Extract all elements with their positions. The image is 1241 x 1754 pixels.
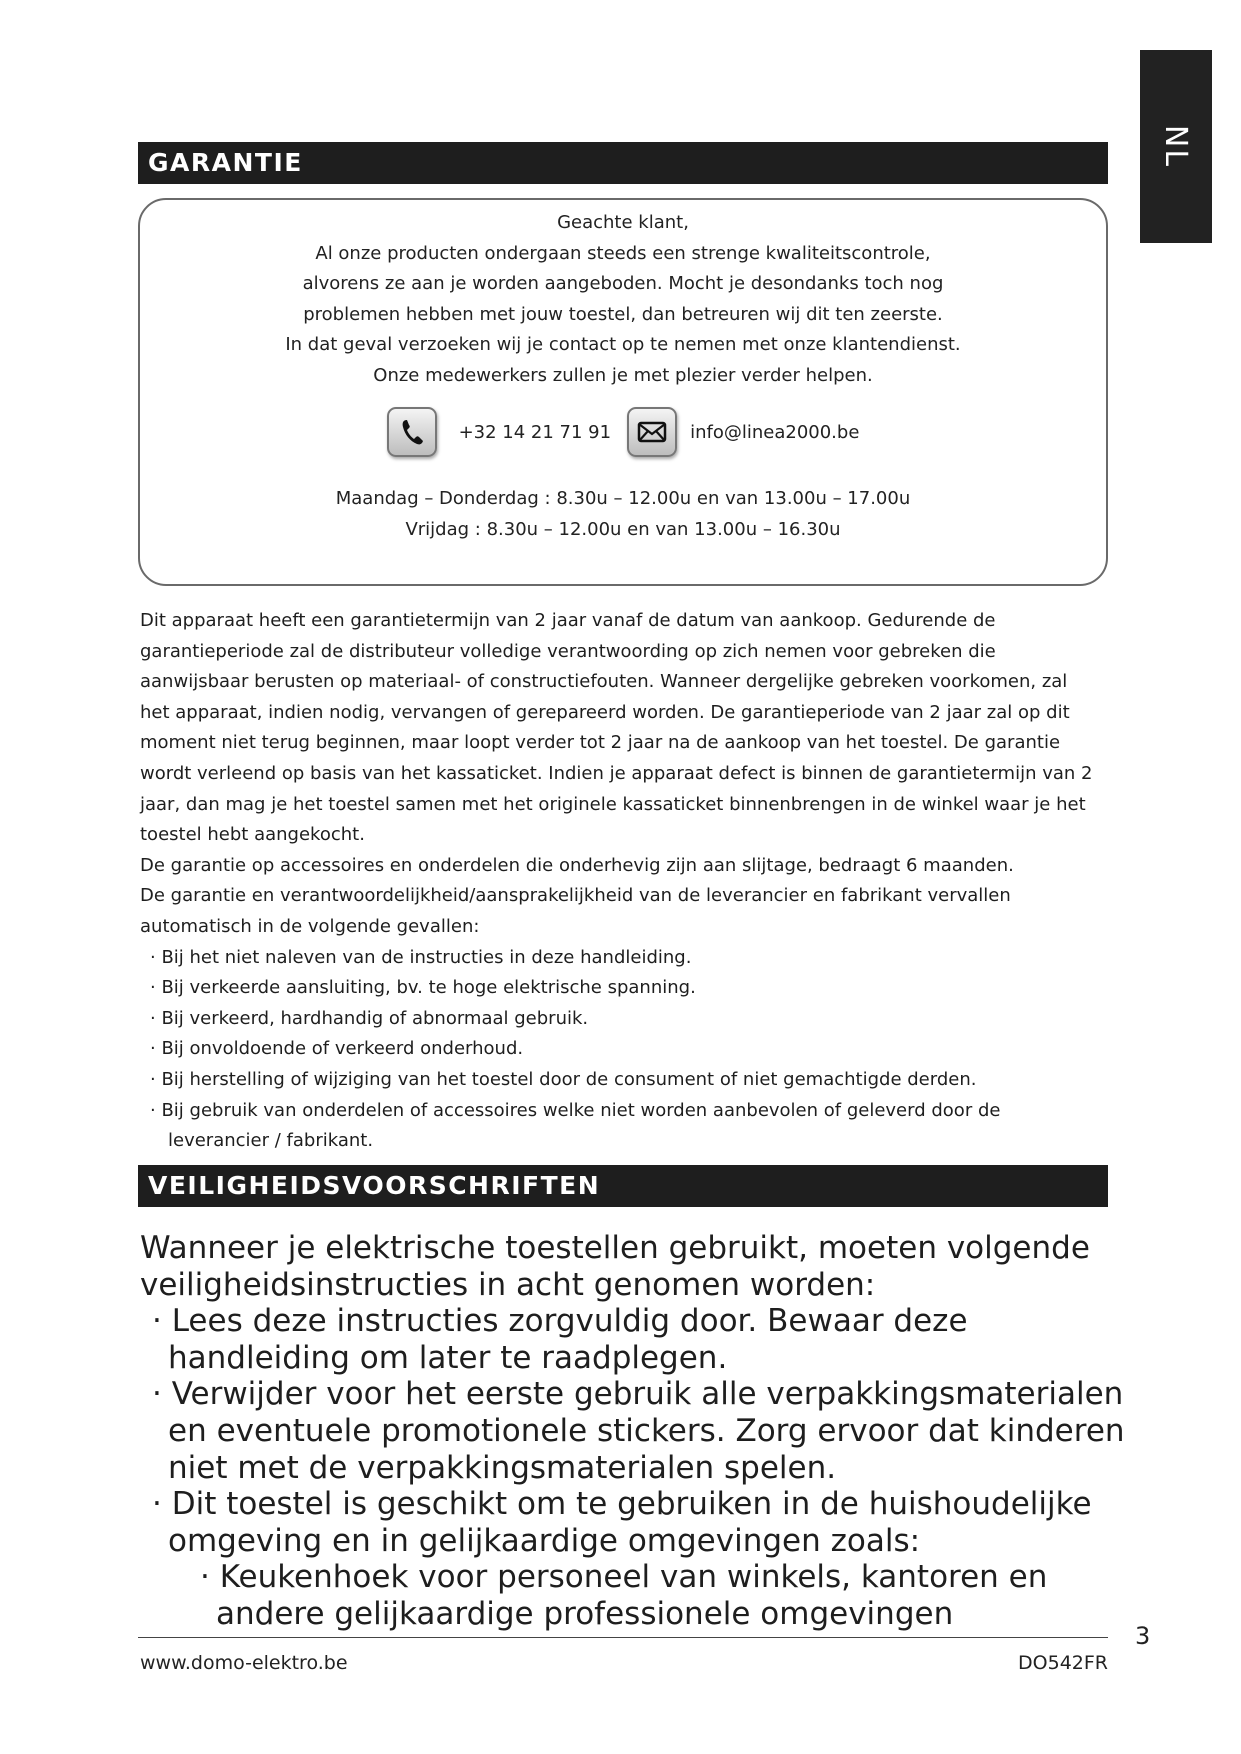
hours-line: Vrijdag : 8.30u – 12.00u en van 13.00u – 16.30u [405, 518, 841, 540]
exclusion-bullet: · Bij herstelling of wijziging van het toestel door de consument of niet gemachtigde derden. [150, 1068, 977, 1090]
warranty-line: Dit apparaat heeft een garantietermijn van 2 jaar vanaf de datum van aankoop. Gedurende de [140, 610, 996, 631]
warranty-line: garantieperiode zal de distributeur volledige verantwoording op zich nemen voor gebreken die [140, 640, 996, 662]
intro-line: Onze medewerkers zullen je met plezier verder helpen. [373, 364, 873, 386]
safety-item-continuation: omgeving en in gelijkaardige omgevingen zoals: [168, 1522, 921, 1559]
page-number: 3 [1135, 1622, 1151, 1650]
warranty-line: automatisch in de volgende gevallen: [140, 915, 480, 937]
language-tab [1140, 50, 1212, 243]
section-title-safety: VEILIGHEIDSVOORSCHRIFTEN [138, 1165, 1108, 1207]
intro-line: Geachte klant, [557, 212, 689, 233]
exclusion-bullet: · Bij onvoldoende of verkeerd onderhoud. [150, 1038, 524, 1060]
safety-item-continuation: handleiding om later te raadplegen. [168, 1339, 728, 1376]
contact-intro [140, 208, 1106, 391]
safety-subitem: · Keukenhoek voor personeel van winkels, kantoren en [200, 1559, 1048, 1596]
intro-line: alvorens ze aan je worden aangeboden. Mocht je desondanks toch nog [302, 273, 944, 294]
footer-website[interactable]: www.domo-elektro.be [140, 1652, 348, 1674]
safety-item: · Verwijder voor het eerste gebruik alle verpakkingsmaterialen [152, 1376, 1124, 1413]
email-link[interactable]: info@linea2000.be [690, 421, 860, 443]
safety-item-continuation: en eventuele promotionele stickers. Zorg ervoor dat kinderen [168, 1412, 1125, 1449]
safety-intro-line: Wanneer je elektrische toestellen gebruikt, moeten volgende [140, 1230, 1090, 1266]
exclusion-bullet: · Bij het niet naleven van de instructies in deze handleiding. [150, 946, 692, 968]
phone-number: +32 14 21 71 91 [458, 421, 612, 443]
footer-divider [138, 1637, 1108, 1638]
contact-row [140, 407, 1106, 457]
intro-line: Al onze producten ondergaan steeds een strenge kwaliteitscontrole, [315, 242, 931, 264]
contact-box [138, 198, 1108, 586]
warranty-line: moment niet terug beginnen, maar loopt verder tot 2 jaar na de aankoop van het toestel. De garantie [140, 732, 1061, 754]
safety-instructions [140, 1230, 1125, 1633]
warranty-line: De garantie en verantwoordelijkheid/aansprakelijkheid van de leverancier en fabrikant vervallen [140, 885, 1011, 907]
footer-model: DO542FR [1018, 1652, 1108, 1674]
warranty-line: De garantie op accessoires en onderdelen die onderhevig zijn aan slijtage, bedraagt 6 maanden. [140, 854, 1014, 876]
warranty-line: wordt verleend op basis van het kassaticket. Indien je apparaat defect is binnen de garantietermijn van 2 [140, 762, 1093, 784]
exclusion-bullet: · Bij gebruik van onderdelen of accessoires welke niet worden aanbevolen of geleverd door de [150, 1099, 1001, 1121]
hours-line: Maandag – Donderdag : 8.30u – 12.00u en van 13.00u – 17.00u [335, 488, 911, 509]
safety-item: · Lees deze instructies zorgvuldig door. Bewaar deze [152, 1303, 968, 1340]
exclusion-bullet: · Bij verkeerde aansluiting, bv. te hoge elektrische spanning. [150, 977, 696, 999]
warranty-line: toestel hebt aangekocht. [140, 824, 365, 846]
warranty-line: het apparaat, indien nodig, vervangen of gerepareerd worden. De garantieperiode van 2 jaar zal op dit [140, 701, 1070, 723]
warranty-line: jaar, dan mag je het toestel samen met het originele kassaticket binnenbrengen in de winkel waar je het [140, 793, 1086, 815]
section-title-garantie: GARANTIE [138, 142, 1108, 184]
safety-intro-line: veiligheidsinstructies in acht genomen worden: [140, 1266, 876, 1303]
phone-icon [387, 407, 437, 457]
exclusion-bullet: · Bij verkeerd, hardhandig of abnormaal gebruik. [150, 1007, 589, 1029]
intro-line: In dat geval verzoeken wij je contact op te nemen met onze klantendienst. [285, 334, 961, 355]
warranty-text [140, 606, 1100, 1157]
envelope-icon [627, 407, 677, 457]
exclusion-bullet-continuation: leverancier / fabrikant. [168, 1130, 374, 1152]
safety-item: · Dit toestel is geschikt om te gebruiken in de huishoudelijke [152, 1486, 1092, 1523]
warranty-line: aanwijsbaar berusten op materiaal- of constructiefouten. Wanneer dergelijke gebreken voorkomen, zal [140, 671, 1068, 693]
intro-line: problemen hebben met jouw toestel, dan betreuren wij dit ten zeerste. [303, 303, 943, 325]
language-label: NL [1158, 124, 1194, 169]
safety-item-continuation: niet met de verpakkingsmaterialen spelen. [168, 1449, 837, 1486]
opening-hours [140, 484, 1106, 545]
safety-subitem-continuation: andere gelijkaardige professionele omgevingen [216, 1595, 954, 1632]
